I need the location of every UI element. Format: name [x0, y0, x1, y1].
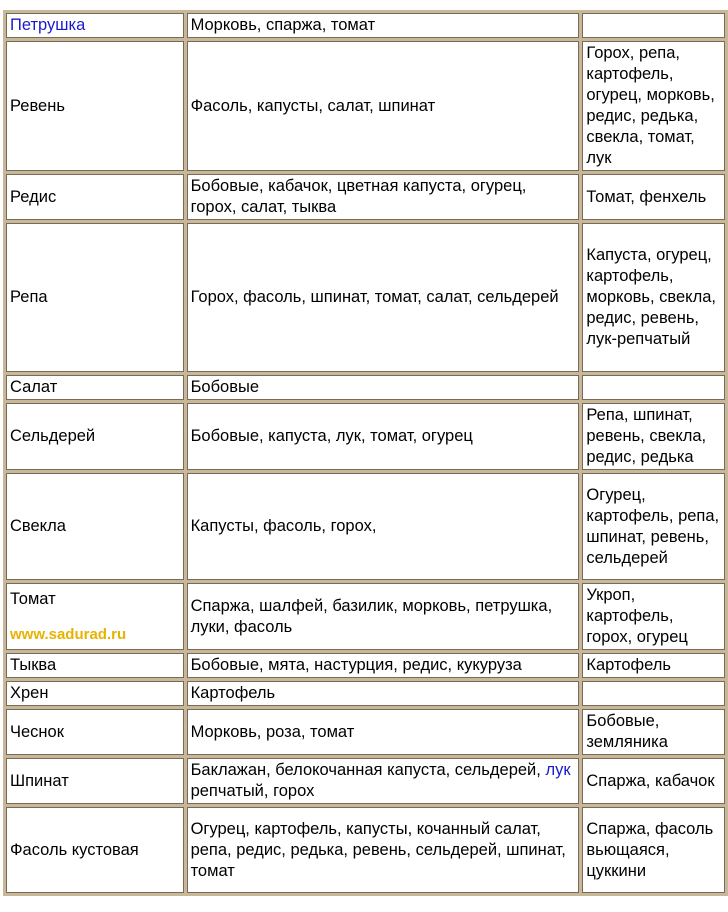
crop-cell: Хрен	[6, 681, 184, 706]
good-neighbors-cell: Бобовые, кабачок, цветная капуста, огурец, горох, салат, тыква	[187, 174, 580, 220]
table-row	[6, 174, 725, 220]
good-neighbors-cell: Капусты, фасоль, горох,	[187, 473, 580, 580]
crop-cell: Репа	[6, 223, 184, 372]
table-row	[6, 473, 725, 580]
bad-neighbors-cell: Спаржа, фасоль вьющаяся, цуккини	[582, 807, 725, 893]
bad-neighbors-cell: Огурец, картофель, репа, шпинат, ревень, сельдерей	[582, 473, 725, 580]
bad-neighbors-cell: Капуста, огурец, картофель, морковь, свекла, редис, ревень, лук-репчатый	[582, 223, 725, 372]
site-watermark: www.sadurad.ru	[10, 625, 127, 643]
crop-link[interactable]: Петрушка	[10, 16, 86, 34]
crop-cell[interactable]	[6, 13, 184, 38]
good-neighbors-cell: Фасоль, капусты, салат, шпинат	[187, 41, 580, 171]
table-row	[6, 681, 725, 706]
table-row	[6, 709, 725, 755]
good-neighbors-cell: Морковь, спаржа, томат	[187, 13, 580, 38]
table-row	[6, 223, 725, 372]
crop-cell: Свекла	[6, 473, 184, 580]
table-row	[6, 41, 725, 171]
good-neighbors-cell: Горох, фасоль, шпинат, томат, салат, сельдерей	[187, 223, 580, 372]
bad-neighbors-cell	[582, 681, 725, 706]
table-row	[6, 583, 725, 650]
crop-cell: Сельдерей	[6, 403, 184, 470]
table-row	[6, 758, 725, 804]
crop-cell	[6, 583, 184, 650]
crop-cell: Шпинат	[6, 758, 184, 804]
bad-neighbors-cell: Спаржа, кабачок	[582, 758, 725, 804]
crop-cell: Фасоль кустовая	[6, 807, 184, 893]
crop-cell: Редис	[6, 174, 184, 220]
good-neighbors-cell: Спаржа, шалфей, базилик, морковь, петрушка, луки, фасоль	[187, 583, 580, 650]
good-text-end: репчатый, горох	[190, 782, 315, 800]
crop-cell: Чеснок	[6, 709, 184, 755]
good-neighbors-cell: Бобовые, капуста, лук, томат, огурец	[187, 403, 580, 470]
good-neighbors-cell: Картофель	[187, 681, 580, 706]
crop-cell: Ревень	[6, 41, 184, 171]
bad-neighbors-cell: Томат, фенхель	[582, 174, 725, 220]
onion-link[interactable]: лук	[545, 761, 571, 779]
good-neighbors-cell: Морковь, роза, томат	[187, 709, 580, 755]
bad-neighbors-cell: Горох, репа, картофель, огурец, морковь, редис, редька, свекла, томат, лук	[582, 41, 725, 171]
bad-neighbors-cell: Репа, шпинат, ревень, свекла, редис, редька	[582, 403, 725, 470]
good-neighbors-cell: Бобовые	[187, 375, 580, 400]
table-row	[6, 375, 725, 400]
good-neighbors-cell: Бобовые, мята, настурция, редис, кукуруза	[187, 653, 580, 678]
table-row	[6, 807, 725, 893]
good-text-start: Баклажан, белокочанная капуста, сельдерей,	[190, 761, 546, 779]
good-neighbors-cell: Огурец, картофель, капусты, кочанный салат, репа, редис, редька, ревень, сельдерей, шпинат, томат	[187, 807, 580, 893]
bad-neighbors-cell	[582, 375, 725, 400]
table-row	[6, 653, 725, 678]
companion-planting-table	[3, 10, 728, 896]
good-neighbors-cell	[187, 758, 580, 804]
bad-neighbors-cell: Укроп, картофель, горох, огурец	[582, 583, 725, 650]
crop-cell: Салат	[6, 375, 184, 400]
table-row	[6, 403, 725, 470]
bad-neighbors-cell: Бобовые, земляника	[582, 709, 725, 755]
bad-neighbors-cell	[582, 13, 725, 38]
table-row	[6, 13, 725, 38]
bad-neighbors-cell: Картофель	[582, 653, 725, 678]
crop-cell: Тыква	[6, 653, 184, 678]
crop-label: Томат	[10, 589, 56, 608]
